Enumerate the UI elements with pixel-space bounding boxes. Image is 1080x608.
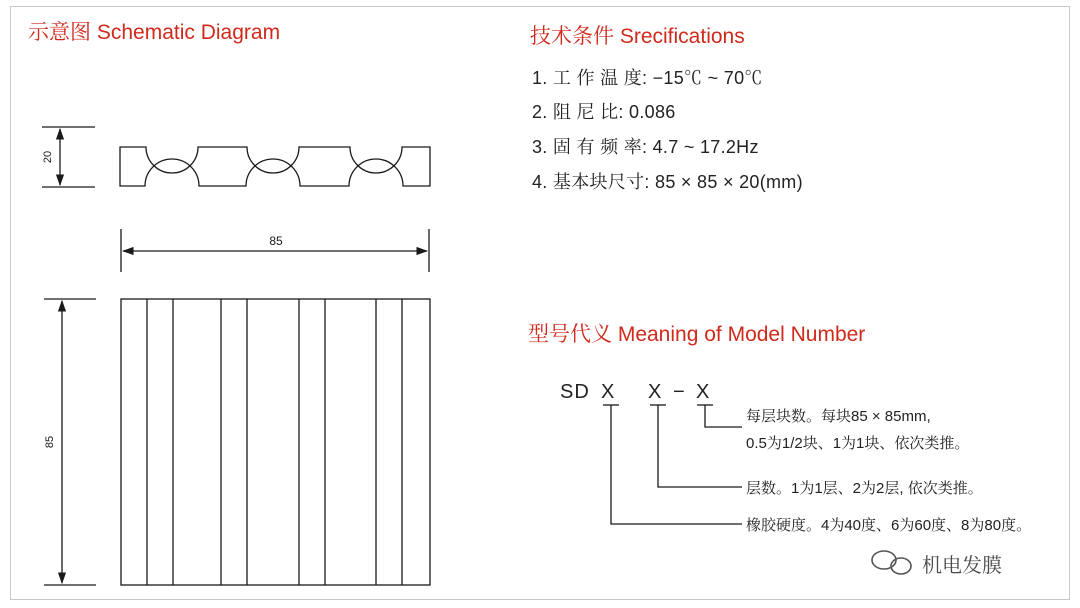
desc-layers: 层数。1为1层、2为2层, 依次类推。 — [746, 480, 983, 497]
leader-hardness — [611, 405, 742, 524]
model-code-prefix: SD — [560, 381, 590, 403]
model-code-x3: X — [696, 381, 711, 403]
spec-item-size: 4. 基本块尺寸: 85 × 85 × 20(mm) — [532, 172, 803, 192]
wechat-logo-icon — [872, 551, 911, 574]
spec-item-damping: 2. 阻 尼 比: 0.086 — [532, 102, 676, 122]
block-top-view — [121, 299, 430, 585]
spec-item-frequency: 3. 固 有 频 率: 4.7 ~ 17.2Hz — [532, 137, 759, 157]
watermark-text: 机电发膜 — [922, 555, 1002, 577]
schematic-title: 示意图 Schematic Diagram — [28, 21, 281, 44]
specifications-title: 技术条件 Srecifications — [530, 25, 745, 48]
spec-item-temperature: 1. 工 作 温 度: −15℃ ~ 70℃ — [532, 68, 763, 88]
leader-blocks — [705, 405, 742, 427]
model-code-x1: X — [601, 381, 616, 403]
desc-hardness: 橡胶硬度。4为40度、6为60度、8为80度。 — [746, 517, 1032, 534]
model-title: 型号代义 Meaning of Model Number — [528, 323, 866, 346]
height-dim-label: 20 — [42, 150, 54, 164]
desc-blocks-line2: 0.5为1/2块、1为1块、依次类推。 — [746, 435, 970, 452]
length-dim-label: 85 — [44, 435, 56, 449]
leader-layers — [658, 405, 742, 487]
desc-blocks-line1: 每层块数。每块85 × 85mm, — [746, 408, 931, 425]
block-side-profile — [120, 147, 430, 186]
model-code-dash: − — [673, 381, 686, 403]
model-code-x2: X — [648, 381, 663, 403]
width-dim-label: 85 — [269, 234, 283, 248]
